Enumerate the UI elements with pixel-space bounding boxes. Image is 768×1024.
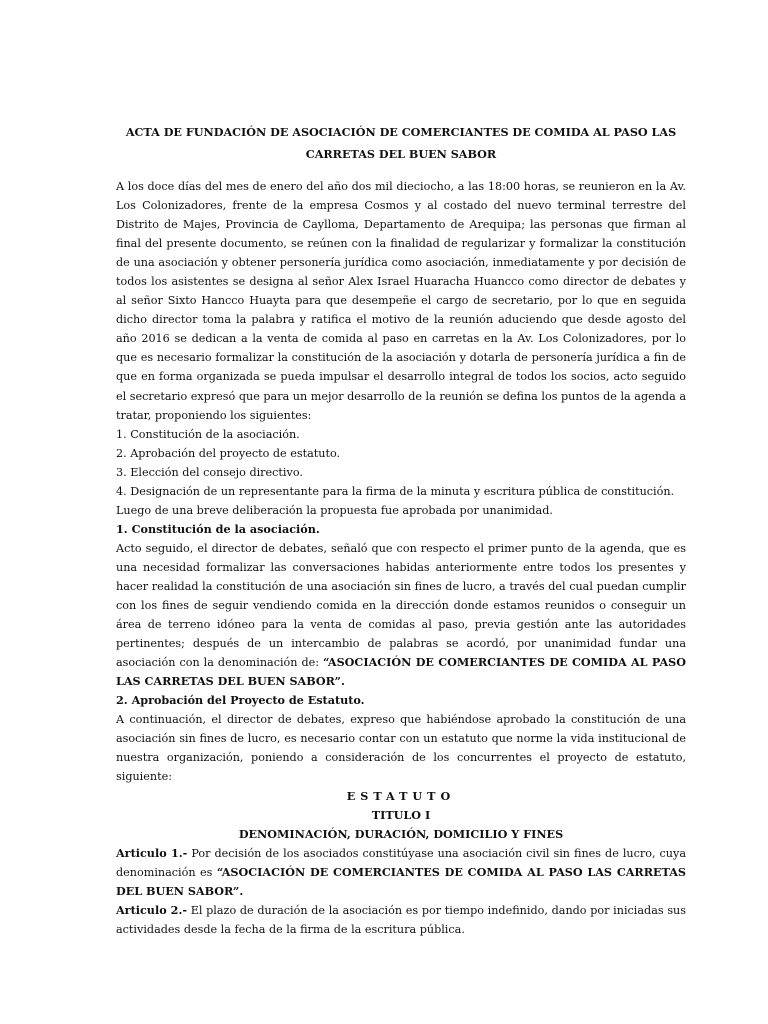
article-1-text: Por decisión de los asociados constitúyase una asociación civil sin fines de lucro, cuya denominación es bbox=[116, 846, 686, 879]
section-1-text: Acto seguido, el director de debates, señaló que con respecto el primer punto de la agenda, que es una necesidad formalizar las conversaciones habidas anteriormente entre todos los presentes y hacer realidad la constitución de una asociación sin fines de lucro, a través del cual puedan cumplir con los fines de seguir vendiendo comida en la dirección donde estamos reunidos o conseguir un área de terreno idóneo para la venta de comidas al paso, previa gestión ante las autoridades pertinentes; después de un intercambio de palabras se acordó, por unanimidad fundar una asociación con la denominación de: bbox=[116, 541, 686, 670]
association-name: “ASOCIACIÓN DE COMERCIANTES DE COMIDA AL PASO LAS CARRETAS DEL BUEN SABOR”. bbox=[116, 655, 686, 689]
agenda-item-3: 3. Elección del consejo directivo. bbox=[116, 465, 303, 479]
title-line-2: CARRETAS DEL BUEN SABOR bbox=[305, 147, 497, 161]
agenda-item-4: 4. Designación de un representante para la firma de la minuta y escritura pública de constitución. bbox=[116, 484, 675, 498]
article-1-label: Articulo 1.- bbox=[116, 845, 188, 860]
article-2 bbox=[116, 901, 686, 939]
document-title bbox=[116, 121, 686, 165]
intro-paragraph: A los doce días del mes de enero del año dos mil dieciocho, a las 18:00 horas, se reunieron en la Av. Los Colonizadores, frente de la empresa Cosmos y al costado del nuevo terminal terrestre del Distrito de Majes, Provincia de Caylloma, Departamento de Arequipa; las personas que firman al final del presente documento, se reúnen con la finalidad de regularizar y formalizar la constitución de una asociación y obtener personería jurídica como asociación, inmediatamente y por decisión de todos los asistentes se designa al señor Alex Israel Huaracha Huancco como director de debates y al señor Sixto Hancco Huayta para que desempeñe el cargo de secretario, por lo que en seguida dicho director toma la palabra y ratifica el motivo de la reunión aduciendo que desde agosto del año 2016 se dedican a la venta de comida al paso en carretas en la Av. Los Colonizadores, por lo que es necesario formalizar la constitución de la asociación y dotarla de personería jurídica a fin de que en forma organizada se pueda impulsar el desarrollo integral de todos los socios, acto seguido el secretario expresó que para un mejor desarrollo de la reunión se defina los puntos de la agenda a tratar, proponiendo los siguientes: bbox=[116, 180, 686, 422]
titulo-heading: TITULO I bbox=[371, 807, 431, 822]
approval-text: Luego de una breve deliberación la propuesta fue aprobada por unanimidad. bbox=[116, 503, 553, 517]
article-2-label: Articulo 2.- bbox=[116, 902, 188, 917]
section-1-paragraph bbox=[116, 539, 686, 691]
article-2-text: El plazo de duración de la asociación es por tiempo indefinido, dando por iniciadas sus actividades desde la fecha de la firma de la escritura pública. bbox=[116, 903, 687, 936]
section-2-paragraph: A continuación, el director de debates, expreso que habiéndose aprobado la constitución de una asociación sin fines de lucro, es necesario contar con un estatuto que norme la vida institucional de nuestra organización, poniendo a consideración de los concurrentes el proyecto de estatuto, siguiente: bbox=[116, 713, 686, 784]
article-1 bbox=[116, 844, 686, 901]
titulo-subtitle: DENOMINACIÓN, DURACIÓN, DOMICILIO Y FINES bbox=[238, 826, 564, 841]
agenda-item-2: 2. Aprobación del proyecto de estatuto. bbox=[116, 446, 341, 460]
agenda-item-1: 1. Constitución de la asociación. bbox=[116, 427, 300, 441]
section-2-heading: 2. Aprobación del Proyecto de Estatuto. bbox=[116, 693, 365, 708]
section-1-heading: 1. Constitución de la asociación. bbox=[116, 521, 320, 536]
article-1-name: “ASOCIACIÓN DE COMERCIANTES DE COMIDA AL PASO LAS CARRETAS DEL BUEN SABOR”. bbox=[116, 864, 686, 898]
estatuto-heading: ESTATUTO bbox=[346, 788, 456, 803]
title-line-1: ACTA DE FUNDACIÓN DE ASOCIACIÓN DE COMERCIANTES DE COMIDA AL PASO LAS bbox=[125, 125, 677, 139]
